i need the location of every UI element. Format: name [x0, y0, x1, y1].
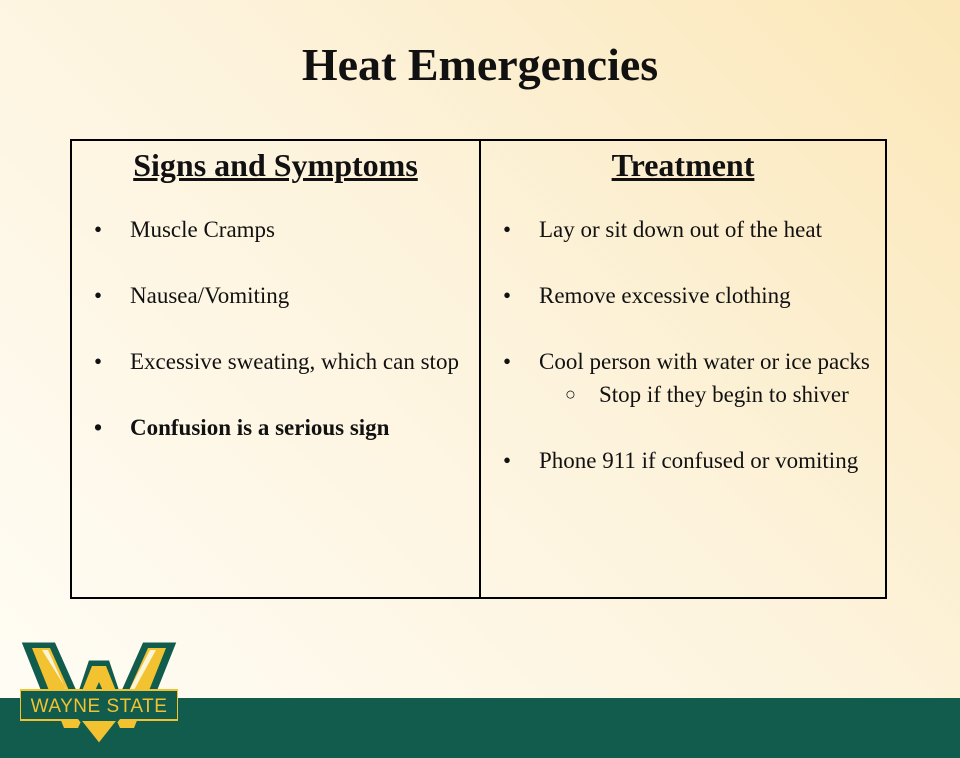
list-item-text: Nausea/Vomiting [130, 283, 290, 308]
bullet-icon: • [503, 349, 512, 374]
list-item-text: Excessive sweating, which can stop [130, 349, 459, 374]
signs-symptoms-column [72, 141, 481, 597]
bullet-icon: • [503, 217, 512, 242]
list-item-text: Remove excessive clothing [539, 283, 791, 308]
list-item-text: Cool person with water or ice packs [539, 349, 870, 374]
list-item [481, 345, 885, 411]
list-item [481, 213, 885, 246]
sub-list-item [539, 378, 871, 411]
list-item-text: Confusion is a serious sign [130, 415, 390, 440]
list-item-text: Phone 911 if confused or vomiting [539, 448, 859, 473]
logo-text: WAYNE STATE [30, 696, 168, 717]
treatment-column [481, 141, 885, 597]
bullet-icon: • [94, 349, 103, 374]
bullet-icon: • [94, 415, 103, 440]
circle-bullet-icon: ○ [565, 384, 576, 404]
treatment-list [481, 213, 885, 510]
list-item-text: Muscle Cramps [130, 217, 276, 242]
treatment-heading: Treatment [611, 147, 755, 183]
list-item [72, 279, 479, 312]
logo-w-bottom [80, 720, 118, 744]
signs-list [72, 213, 479, 477]
list-item [72, 345, 479, 378]
list-item [481, 444, 885, 477]
heat-emergencies-table [70, 139, 887, 599]
wayne-state-logo [20, 638, 178, 748]
slide-title: Heat Emergencies [301, 39, 659, 90]
list-item [481, 279, 885, 312]
list-item [72, 213, 479, 246]
signs-symptoms-heading: Signs and Symptoms [133, 147, 418, 183]
sub-list-item-text: Stop if they begin to shiver [599, 382, 849, 407]
bullet-icon: • [503, 448, 512, 473]
bullet-icon: • [503, 283, 512, 308]
list-item [72, 411, 479, 444]
bullet-icon: • [94, 283, 103, 308]
list-item-text: Lay or sit down out of the heat [539, 217, 822, 242]
bullet-icon: • [94, 217, 103, 242]
